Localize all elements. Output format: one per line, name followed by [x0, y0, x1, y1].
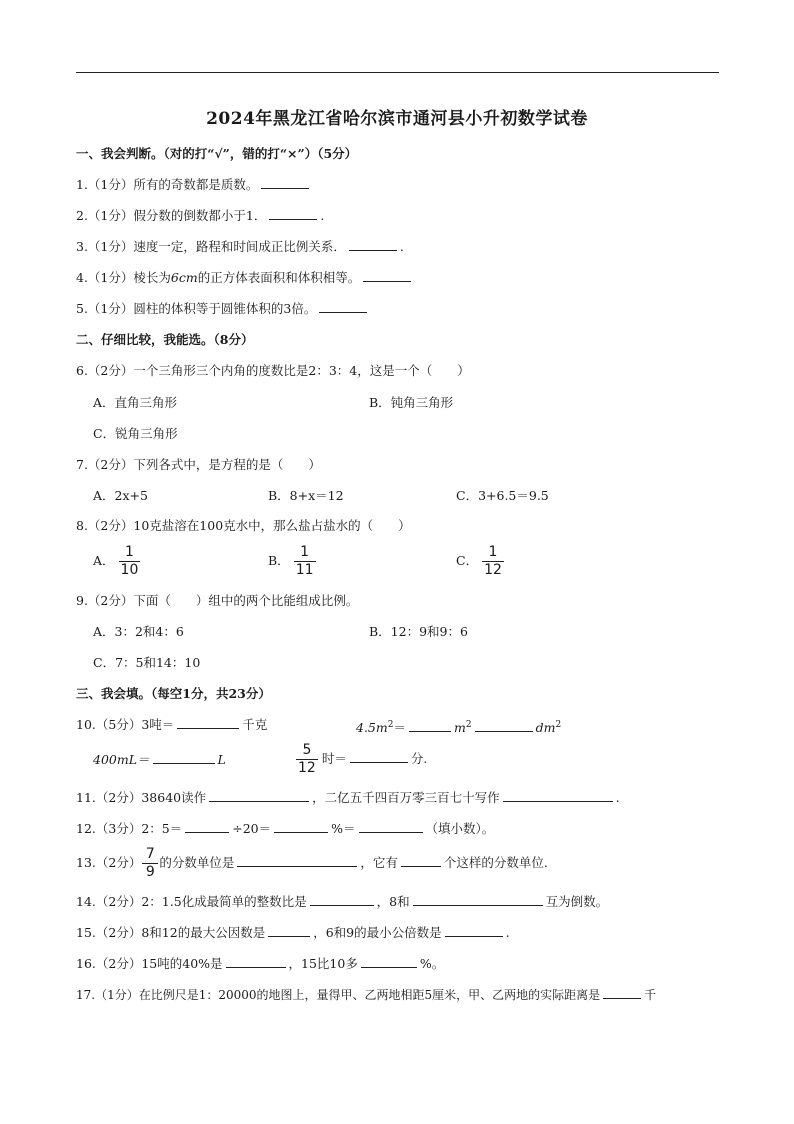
option-8c-label: C．: [456, 553, 479, 568]
question-16-text-b: ，15比10多: [288, 956, 358, 971]
option-8b[interactable]: [268, 545, 320, 578]
question-4-length: 6cm: [170, 270, 198, 285]
question-17-unit: 千: [644, 988, 657, 1002]
question-13-text-b: 的分数单位是: [159, 855, 235, 870]
question-12: [76, 820, 494, 838]
option-7a[interactable]: A．2x+5: [93, 488, 148, 503]
question-11-end: .: [615, 790, 620, 805]
fraction-denominator: 10: [120, 562, 139, 578]
answer-blank-16a[interactable]: [226, 955, 286, 968]
question-8: 8.（2分）10克盐溶在100克水中，那么盐占盐水的（ ）: [76, 518, 411, 533]
volume-text: 400mL＝: [93, 752, 150, 767]
answer-blank-12a[interactable]: [185, 820, 229, 833]
question-12-text-c: %＝: [331, 821, 356, 836]
question-16-text-c: %。: [419, 956, 445, 971]
top-rule: [76, 72, 719, 73]
fraction-numerator: 1: [488, 544, 498, 560]
answer-blank-14b[interactable]: [413, 893, 543, 906]
equals-sign: ＝: [393, 720, 406, 736]
question-4-text-b: 的正方体表面积和体积相等。: [197, 270, 361, 285]
question-13-text-a: 13.（2分）: [76, 855, 142, 870]
question-10-text: 10.（5分）3吨＝: [76, 717, 175, 732]
fraction-numerator: 7: [145, 846, 155, 862]
option-9a[interactable]: A．3：2和4：6: [93, 624, 184, 639]
unit-l: L: [217, 752, 226, 767]
question-2: 2.（1分）假分数的倒数都小于1． .: [76, 208, 325, 223]
question-17: [76, 986, 656, 1004]
question-15-text-b: ，6和9的最小公倍数是: [313, 925, 442, 940]
answer-blank-3[interactable]: [349, 238, 397, 251]
option-8b-label: B．: [268, 553, 290, 568]
question-14: [76, 893, 608, 911]
option-9c[interactable]: C．7：5和14：10: [93, 655, 201, 670]
question-5-text: 5.（1分）圆柱的体积等于圆锥体积的3倍。: [76, 301, 317, 316]
unit-m-exponent: 2: [465, 720, 472, 730]
question-6: 6.（2分）一个三角形三个内角的度数比是2：3：4，这是一个（ ）: [76, 363, 470, 378]
unit-kg: 千克: [242, 717, 268, 732]
question-15-text-a: 15.（2分）8和12的最大公因数是: [76, 925, 266, 940]
question-3: 3.（1分）速度一定，路程和时间成正比例关系． .: [76, 239, 404, 254]
answer-blank-13b[interactable]: [401, 854, 441, 867]
answer-blank-10d[interactable]: [153, 751, 215, 764]
question-14-text-c: 互为倒数。: [545, 894, 609, 909]
question-10-row-2: [93, 751, 226, 769]
page-title: 2024年黑龙江省哈尔滨市通河县小升初数学试卷: [206, 109, 588, 129]
question-17-text: 17.（1分）在比例尺是1：20000的地图上，量得甲、乙两地相距5厘米，甲、乙两地的实际距离是: [76, 988, 601, 1002]
question-3-text: 3.（1分）速度一定，路程和时间成正比例关系．: [76, 239, 346, 254]
question-14-text-b: ，8和: [376, 894, 410, 909]
answer-blank-14a[interactable]: [310, 893, 374, 906]
question-9: 9.（2分）下面（ ）组中的两个比能组成比例。: [76, 593, 359, 608]
unit-m: m: [453, 720, 466, 736]
fraction-5-12: [296, 743, 318, 776]
answer-blank-15b[interactable]: [445, 924, 503, 937]
fraction-7-9: [142, 847, 158, 880]
answer-blank-17[interactable]: [603, 986, 641, 999]
fraction-1-11: [294, 545, 316, 578]
answer-blank-5[interactable]: [319, 300, 367, 313]
question-7: 7.（2分）下列各式中，是方程的是（ ）: [76, 457, 321, 472]
answer-blank-12c[interactable]: [359, 820, 423, 833]
answer-blank-12b[interactable]: [274, 820, 328, 833]
answer-blank-10c[interactable]: [475, 719, 533, 732]
answer-blank-10a[interactable]: [177, 716, 239, 729]
fraction-numerator: 1: [300, 544, 310, 560]
fraction-denominator: 12: [298, 760, 316, 776]
hours-equals: 时＝: [321, 751, 347, 766]
question-11: [76, 789, 620, 807]
question-10-row-1: [76, 716, 267, 734]
question-13: [76, 847, 548, 880]
option-7c[interactable]: C．3+6.5＝9.5: [456, 488, 549, 503]
fraction-1-12: [482, 545, 504, 578]
question-13-text-c: ，它有: [360, 855, 398, 870]
fraction-denominator: 12: [484, 562, 502, 578]
question-11-text-a: 11.（2分）38640读作: [76, 790, 207, 805]
question-15-end: .: [505, 925, 510, 940]
unit-dm-exponent: 2: [555, 720, 562, 730]
answer-blank-13a[interactable]: [237, 854, 357, 867]
question-15: [76, 924, 510, 942]
option-6b[interactable]: B．钝角三角形: [369, 395, 454, 410]
section-3-heading: 三、我会填。（每空1分，共23分）: [76, 686, 271, 701]
option-8a[interactable]: [93, 545, 144, 578]
question-16: [76, 955, 444, 973]
question-5: [76, 300, 370, 318]
question-16-text-a: 16.（2分）15吨的40%是: [76, 956, 223, 971]
question-12-text-b: ÷20＝: [232, 821, 272, 836]
fraction-numerator: 5: [302, 742, 312, 758]
question-12-text-d: （填小数）。: [425, 821, 495, 836]
question-13-text-d: 个这样的分数单位.: [443, 855, 548, 870]
question-10-time: [292, 743, 427, 776]
area-exponent: 2: [387, 720, 394, 730]
question-10-area: [356, 716, 561, 737]
option-6c[interactable]: C．锐角三角形: [93, 426, 178, 441]
unit-dm: dm: [535, 720, 556, 736]
answer-blank-4[interactable]: [363, 269, 411, 282]
question-11-text-b: ，二亿五千四百万零三百七十写作: [312, 790, 500, 805]
question-4-text-a: 4.（1分）棱长为: [76, 270, 171, 285]
answer-blank-15a[interactable]: [268, 924, 310, 937]
option-9b[interactable]: B．12：9和9：6: [369, 624, 468, 639]
answer-blank-1[interactable]: [261, 176, 309, 189]
answer-blank-10b[interactable]: [409, 719, 451, 732]
fraction-numerator: 1: [124, 544, 134, 560]
answer-blank-10e[interactable]: [350, 750, 408, 763]
question-2-text: 2.（1分）假分数的倒数都小于1．: [76, 208, 267, 223]
answer-blank-16b[interactable]: [361, 955, 417, 968]
option-8c[interactable]: [456, 545, 508, 578]
option-6a[interactable]: A．直角三角形: [93, 395, 178, 410]
option-8a-label: A．: [93, 553, 115, 568]
question-1-text: 1.（1分）所有的奇数都是质数。: [76, 177, 259, 192]
question-4: [76, 269, 414, 287]
question-14-text-a: 14.（2分）2：1.5化成最简单的整数比是: [76, 894, 307, 909]
unit-minute: 分.: [410, 751, 428, 766]
section-2-heading: 二、仔细比较，我能选。（8分）: [76, 332, 254, 347]
option-7b[interactable]: B．8+x＝12: [268, 488, 344, 503]
section-1-heading: 一、我会判断。（对的打“√”，错的打“×”）（5分）: [76, 146, 358, 161]
answer-blank-2[interactable]: [269, 207, 317, 220]
fraction-denominator: 9: [145, 864, 155, 880]
answer-blank-11a[interactable]: [209, 789, 309, 802]
fraction-1-10: [119, 545, 141, 578]
question-12-text-a: 12.（3分）2：5＝: [76, 821, 183, 836]
question-1: [76, 176, 312, 194]
answer-blank-11b[interactable]: [503, 789, 613, 802]
fraction-denominator: 11: [295, 562, 314, 578]
area-value: 4.5m: [356, 720, 388, 736]
